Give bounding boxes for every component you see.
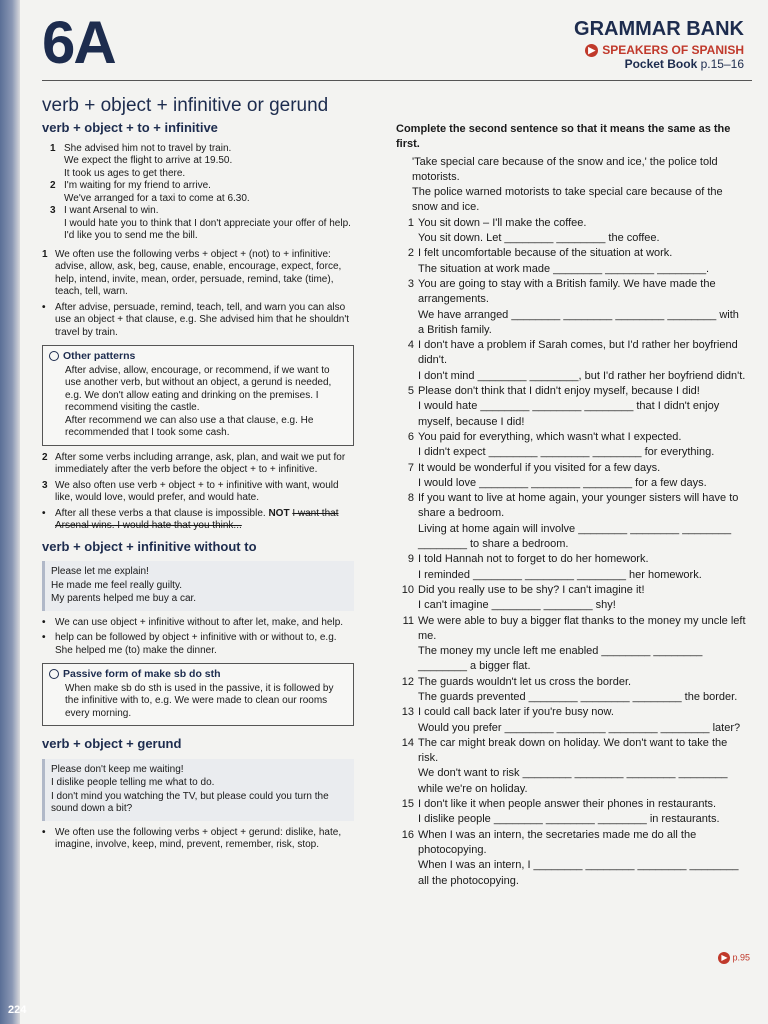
item-number: 1 — [407, 216, 414, 229]
grammar-bank-title: GRAMMAR BANK — [574, 18, 744, 40]
example-line: I want Arsenal to win. — [64, 205, 159, 216]
exercise-instruction: Complete the second sentence so that it means the same as the first. — [396, 123, 731, 151]
item-question: It would be wonderful if you visited for a few days. — [418, 461, 661, 474]
worked-example — [396, 155, 748, 216]
example-line: I'd like you to send me the bill. — [64, 230, 198, 241]
section-title-gerund: verb + object + gerund — [42, 736, 182, 751]
answer-line[interactable]: Living at home again will involve ________ ________ ________ ________ to share a bedroom. — [418, 522, 732, 551]
example-line: My parents helped me buy a car. — [51, 593, 197, 604]
item-number: 13 — [401, 706, 414, 719]
other-patterns-box — [42, 345, 354, 446]
item-number: 8 — [407, 492, 414, 505]
rule-item — [42, 827, 354, 852]
bullet: • — [42, 507, 46, 519]
box-title: Passive form of make sb do sth — [63, 668, 221, 680]
grammar-explanation-column — [42, 122, 354, 855]
magnifier-icon — [49, 351, 59, 361]
item-number: 9 — [407, 553, 414, 566]
incorrect-example: I want that Arsenal wins. I would hate that you think... — [55, 507, 339, 531]
item-question: Please don't think that I didn't enjoy myself, because I did! — [418, 385, 700, 398]
magnifier-icon — [49, 669, 59, 679]
exercise-item — [396, 705, 748, 736]
item-number: 6 — [407, 430, 414, 443]
exercise-item — [396, 552, 748, 583]
exercise-item — [396, 736, 748, 797]
answer-line[interactable]: Would you prefer ________ ________ ________ ________ later? — [418, 721, 741, 734]
item-question: The guards wouldn't let us cross the border. — [418, 675, 632, 688]
example-line: We expect the flight to arrive at 19.50. — [64, 155, 233, 166]
bullet: • — [42, 616, 46, 628]
exercise-item — [396, 430, 748, 461]
example-number: 1 — [50, 142, 56, 154]
box-text: When make sb do sth is used in the passive, it is followed by the infinitive with to, e.g. We were made to clean our rooms every morning. — [65, 682, 334, 719]
example-line: I don't mind you watching the TV, but please could you turn the sound down a bit? — [51, 790, 329, 814]
item-question: I don't have a problem if Sarah comes, but I'd rather her boyfriend didn't. — [418, 339, 738, 367]
answer-line[interactable]: The guards prevented ________ ________ ________ the border. — [418, 690, 738, 703]
answer-line[interactable]: We have arranged ________ ________ ________ ________ with a British family. — [418, 308, 739, 336]
item-question: You paid for everything, which wasn't what I expected. — [418, 430, 682, 443]
rule-item — [42, 508, 354, 533]
rule-item — [42, 632, 354, 657]
item-number: 12 — [401, 675, 414, 688]
rule-text: After advise, persuade, remind, teach, tell, and warn you can also use an object + that clause, e.g. She advised him that he shouldn't travel by train. — [55, 301, 350, 338]
pocket-book-label: Pocket Book — [624, 57, 698, 72]
exercise-item — [396, 614, 748, 675]
example-box — [42, 759, 354, 821]
passive-form-box — [42, 663, 354, 726]
exercise-item — [396, 797, 748, 828]
rule-item — [42, 249, 354, 299]
header-divider — [42, 80, 752, 81]
exercise-column — [396, 122, 748, 889]
example-box — [42, 561, 354, 611]
item-question: You sit down – I'll make the coffee. — [418, 216, 587, 229]
box-text: After recommend we can also use a that clause, e.g. He recommended that I took some cash. — [65, 414, 314, 438]
rule-item — [42, 302, 354, 340]
section-title-to-infinitive: verb + object + to + infinitive — [42, 120, 218, 135]
rule-number: 1 — [42, 248, 48, 260]
item-question: Did you really use to be shy? I can't imagine it! — [418, 583, 645, 596]
box-title: Other patterns — [63, 350, 136, 362]
page-number: 224 — [8, 1004, 27, 1016]
exercise-item — [396, 216, 748, 247]
bullet: • — [42, 632, 46, 643]
item-question: I could call back later if you're busy now. — [418, 706, 614, 719]
item-number: 11 — [402, 614, 414, 627]
bullet: • — [42, 826, 46, 838]
exercise-item — [396, 461, 748, 492]
item-question: I don't like it when people answer their phones in restaurants. — [418, 798, 717, 811]
answer-line[interactable]: We don't want to risk ________ ________ ________ ________ while we're on holiday. — [418, 767, 728, 795]
pocket-book-pages: p.15–16 — [700, 57, 744, 72]
item-number: 14 — [401, 736, 414, 749]
item-number: 16 — [401, 828, 414, 841]
answer-line[interactable]: I would hate ________ ________ ________ that I didn't enjoy myself, because I did! — [418, 400, 720, 428]
answer-line[interactable]: I can't imagine ________ ________ shy! — [418, 599, 616, 612]
example-line: I would hate you to think that I don't appreciate your offer of help. — [64, 217, 351, 229]
rule-text: After some verbs including arrange, ask, plan, and wait we put for immediately after the verb before the object + to + infinitive. — [55, 451, 346, 475]
answer-line[interactable]: I dislike people ________ ________ ________ in restaurants. — [418, 813, 720, 826]
arrow-icon: ▶ — [718, 952, 730, 964]
book-spine — [0, 0, 20, 1024]
item-number: 5 — [407, 385, 414, 398]
page-reference[interactable] — [718, 952, 750, 964]
exercise-items — [396, 216, 748, 889]
rule-text: We also often use verb + object + to + infinitive with want, would like, would love, would prefer, and would hate. — [55, 479, 339, 503]
unit-number: 6A — [42, 9, 115, 76]
example-line: Please let me explain! — [51, 566, 149, 577]
exercise-item — [396, 675, 748, 706]
rule-text: We often use the following verbs + object + gerund: dislike, hate, imagine, involve, keep, mind, prevent, remember, risk, stop. — [55, 826, 342, 850]
example-group — [50, 143, 354, 243]
rule-text: help can be followed by object + infinitive with or without to, e.g. She helped me (to) make the dinner. — [55, 632, 337, 656]
item-number: 15 — [401, 798, 414, 811]
speakers-of-spanish-link[interactable] — [574, 43, 744, 57]
exercise-item — [396, 338, 748, 384]
answer-line[interactable]: I didn't expect ________ ________ ________ for everything. — [418, 446, 715, 459]
answer-line[interactable]: I reminded ________ ________ ________ her homework. — [418, 568, 702, 581]
item-number: 2 — [407, 247, 414, 260]
answer-line[interactable]: When I was an intern, I ________ ________ ________ ________ all the photocopying. — [418, 859, 739, 887]
rule-text: After all these verbs a that clause is impossible. — [55, 507, 266, 519]
item-question: We were able to buy a bigger flat thanks to the money my uncle left me. — [418, 614, 746, 642]
answer-line[interactable]: The situation at work made ________ ________ ________. — [418, 262, 710, 275]
item-question: I felt uncomfortable because of the situation at work. — [418, 247, 673, 260]
item-number: 10 — [401, 583, 414, 596]
example-line: She advised him not to travel by train. — [64, 142, 232, 154]
item-question: The car might break down on holiday. We don't want to take the risk. — [418, 736, 728, 765]
example-answer: The police warned motorists to take special care because of the snow and ice. — [412, 186, 723, 214]
exercise-item — [396, 491, 748, 552]
box-text: After advise, allow, encourage, or recommend, if we want to use another verb, but without an object, a gerund is needed, e.g. We don't allow eating and drinking on the premises. I recommend visiting the castle. — [65, 364, 332, 413]
answer-line[interactable]: I don't mind ________ ________, but I'd rather her boyfriend didn't. — [418, 369, 746, 382]
rule-number: 2 — [42, 451, 48, 463]
page-reference-label: p.95 — [732, 952, 750, 963]
example-number: 2 — [50, 180, 56, 191]
section-title-infinitive-without-to: verb + object + infinitive without to — [42, 538, 257, 554]
rule-item — [42, 480, 354, 505]
grammar-bank-header — [574, 18, 744, 71]
answer-line[interactable]: I would love ________ ________ ________ for a few days. — [418, 476, 707, 489]
item-number: 7 — [407, 461, 414, 474]
item-number: 4 — [407, 339, 414, 352]
answer-line[interactable]: The money my uncle left me enabled ________ ________ ________ a bigger flat. — [418, 645, 703, 673]
example-line: It took us ages to get there. — [64, 167, 186, 179]
arrow-icon: ▶ — [585, 44, 598, 57]
rule-item — [42, 452, 354, 477]
item-question: You are going to stay with a British family. We have made the arrangements. — [418, 277, 716, 306]
example-line: He made me feel really guilty. — [51, 579, 182, 591]
example-line: I dislike people telling me what to do. — [51, 777, 215, 788]
exercise-item — [396, 828, 748, 889]
exercise-item — [396, 583, 748, 614]
rule-item — [42, 617, 354, 630]
rule-text: We often use the following verbs + object + (not) to + infinitive: advise, allow, ask, beg, cause, enable, encourage, expect, force, help, intend, invite, mean, order, persuade, remind, take (time), teach, tell, warn. — [55, 248, 342, 297]
item-question: I told Hannah not to forget to do her homework. — [418, 553, 649, 566]
pocket-book-ref — [574, 57, 744, 71]
item-question: When I was an intern, the secretaries made me do all the photocopying. — [418, 828, 697, 856]
speakers-label: SPEAKERS OF SPANISH — [602, 43, 744, 57]
example-line: I'm waiting for my friend to arrive. — [64, 180, 211, 191]
item-number: 3 — [407, 277, 414, 290]
example-question: 'Take special care because of the snow and ice,' the police told motorists. — [412, 155, 718, 183]
not-label: NOT — [268, 507, 290, 519]
answer-line[interactable]: You sit down. Let ________ ________ the coffee. — [418, 232, 660, 245]
page-title: verb + object + infinitive or gerund — [42, 95, 329, 116]
exercise-item — [396, 384, 748, 430]
bullet: • — [42, 301, 46, 313]
exercise-item — [396, 277, 748, 338]
item-question: If you want to live at home again, your younger sisters will have to share a bedroom. — [418, 492, 739, 520]
exercise-item — [396, 246, 748, 277]
example-line: We've arranged for a taxi to come at 6.30. — [64, 192, 250, 204]
example-line: Please don't keep me waiting! — [51, 763, 184, 775]
rule-text: We can use object + infinitive without to after let, make, and help. — [55, 616, 344, 628]
example-number: 3 — [50, 205, 56, 216]
rule-number: 3 — [42, 479, 48, 491]
